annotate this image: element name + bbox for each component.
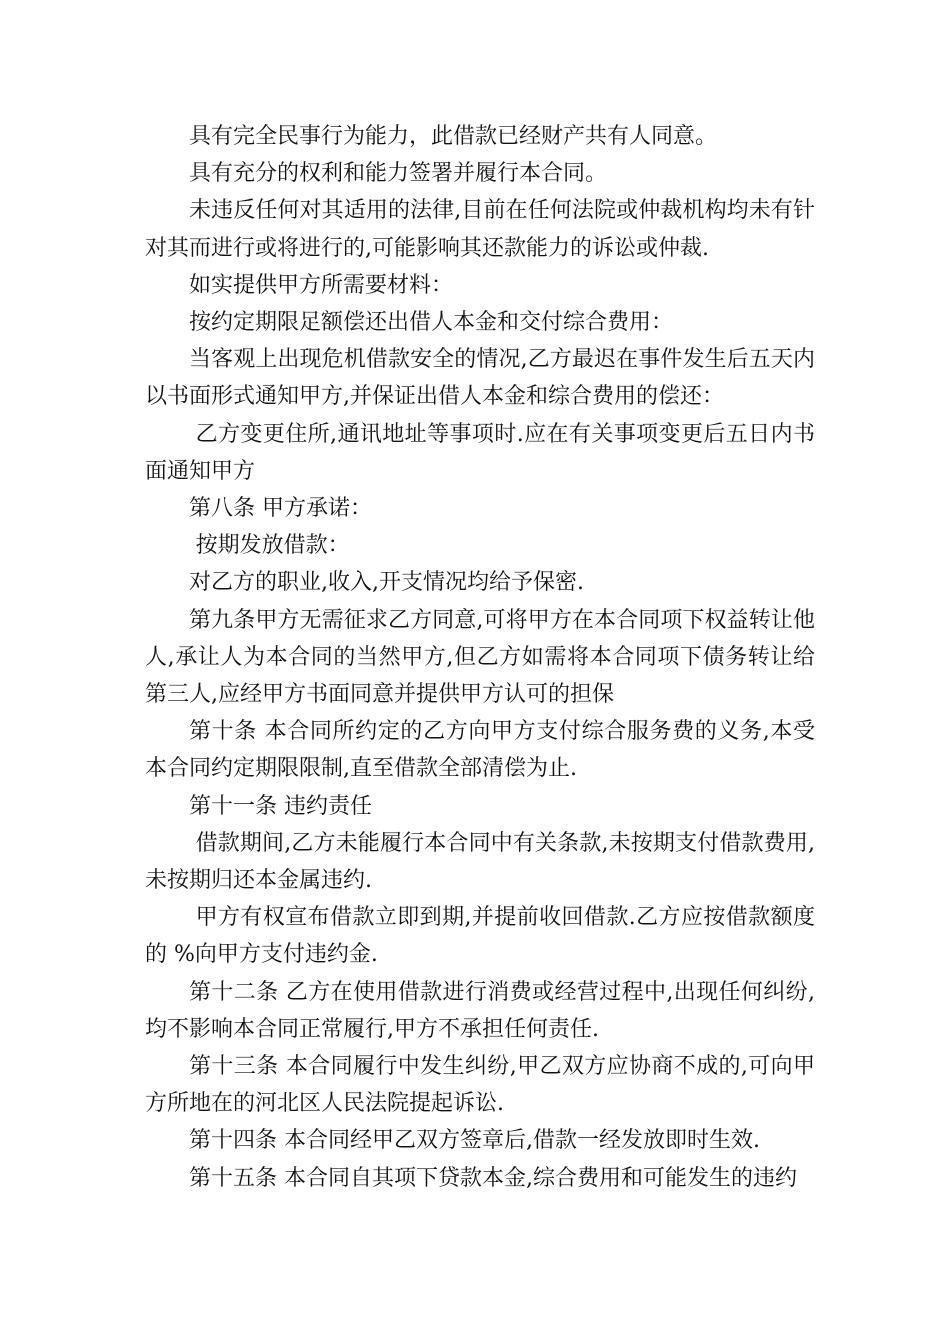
article-8-heading: 第八条 甲方承诺：	[189, 496, 372, 522]
paragraph-no-litigation: 未违反任何对其适用的法律,目前在任何法院或仲裁机构均未有针对其而进行或将进行的,可能影响其还款能力的诉讼或仲裁.	[145, 198, 815, 261]
paragraph-provide-materials: 如实提供甲方所需要材料：	[189, 272, 454, 298]
paragraph-authority: 具有充分的权利和能力签署并履行本合同。	[189, 161, 608, 187]
article-10: 第十条 本合同所约定的乙方向甲方支付综合服务费的义务,本受本合同约定期限限制,直至借款全部清偿为止.	[145, 719, 815, 782]
article-12: 第十二条 乙方在使用借款进行消费或经营过程中,出现任何纠纷,均不影响本合同正常履行,甲方不承担任何责任.	[145, 979, 815, 1042]
article-14: 第十四条 本合同经甲乙双方签章后,借款一经发放即时生效.	[189, 1128, 760, 1154]
article-11-heading: 第十一条 违约责任	[189, 793, 372, 819]
contract-body	[145, 118, 815, 1197]
paragraph-crisis-notice: 当客观上出现危机借款安全的情况,乙方最迟在事件发生后五天内以书面形式通知甲方,并保证出借人本金和综合费用的偿还：	[145, 347, 815, 410]
paragraph-address-change: 乙方变更住所,通讯地址等事项时.应在有关事项变更后五日内书面通知甲方	[145, 421, 815, 484]
paragraph-disburse-loan: 按期发放借款：	[195, 533, 350, 559]
article-15: 第十五条 本合同自其项下贷款本金,综合费用和可能发生的违约	[189, 1165, 797, 1191]
paragraph-civil-capacity: 具有完全民事行为能力，此借款已经财产共有人同意。	[189, 124, 718, 149]
article-13: 第十三条 本合同履行中发生纠纷,甲乙双方应协商不成的,可向甲方所地在的河北区人民法院提起诉讼.	[145, 1054, 815, 1117]
paragraph-confidentiality: 对乙方的职业,收入,开支情况均给予保密.	[189, 570, 584, 596]
paragraph-repayment: 按约定期限足额偿还出借人本金和交付综合费用：	[189, 310, 674, 336]
article-9: 第九条甲方无需征求乙方同意,可将甲方在本合同项下权益转让他人,承让人为本合同的当然甲方,但乙方如需将本合同项下债务转让给第三人,应经甲方书面同意并提供甲方认可的担保	[145, 607, 815, 708]
paragraph-breach-definition: 借款期间,乙方未能履行本合同中有关条款,未按期支付借款费用,未按期归还本金属违约.	[145, 830, 815, 894]
paragraph-penalty: 甲方有权宣布借款立即到期,并提前收回借款.乙方应按借款额度的 %向甲方支付违约金.	[145, 905, 815, 968]
